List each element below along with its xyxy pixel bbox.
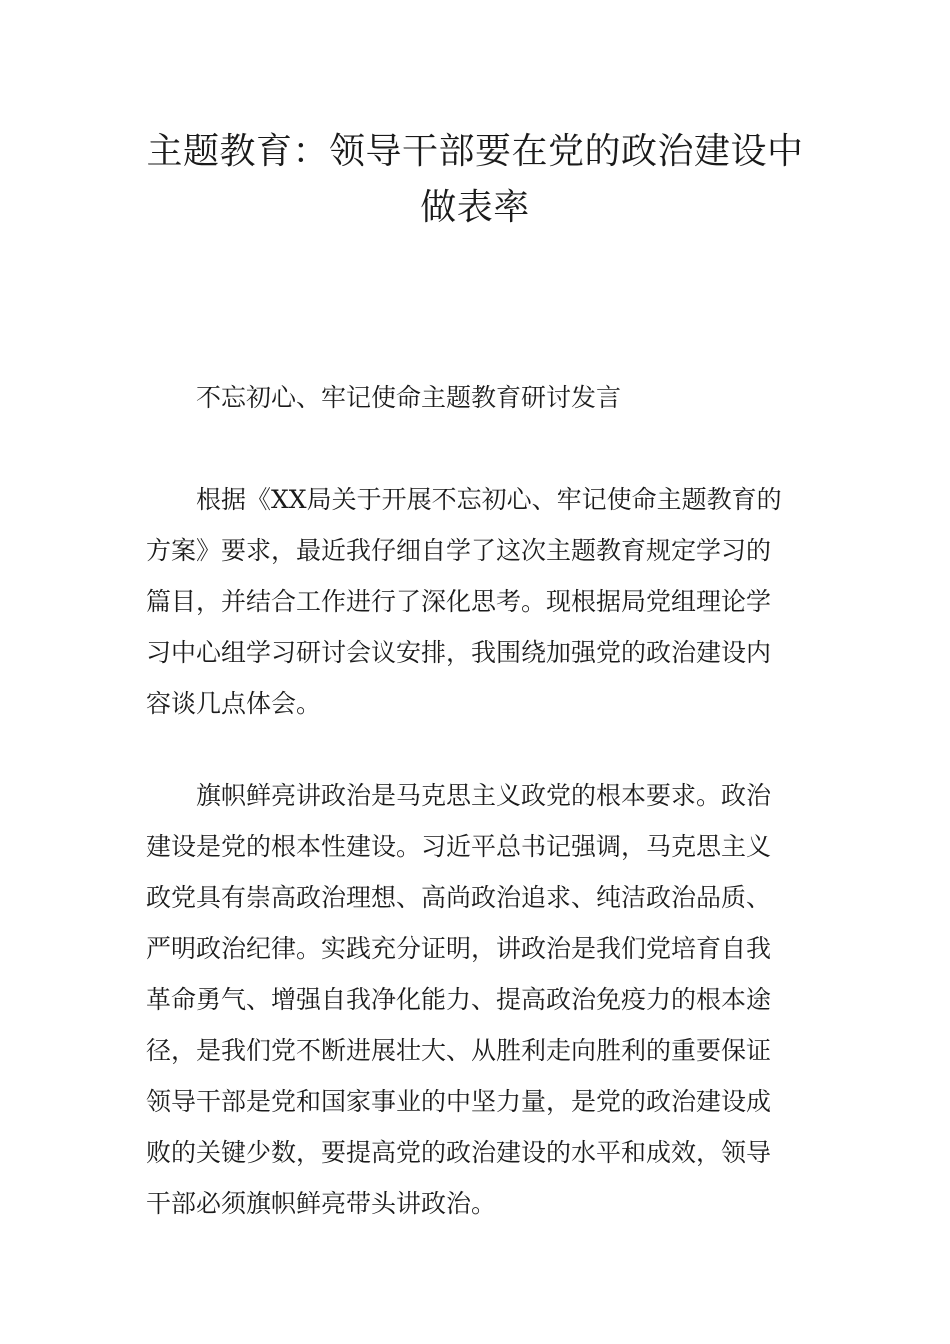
paragraph-line: 径，是我们党不断进展壮大、从胜利走向胜利的重要保证 bbox=[146, 1036, 772, 1065]
document-title bbox=[0, 124, 950, 236]
paragraph-line: 严明政治纪律。实践充分证明，讲政治是我们党培育自我 bbox=[146, 934, 772, 963]
title-line: 做表率 bbox=[420, 187, 530, 228]
paragraph-line: 方案》要求，最近我仔细自学了这次主题教育规定学习的 bbox=[146, 536, 772, 565]
paragraph-line: 旗帜鲜亮讲政治是马克思主义政党的根本要求。政治 bbox=[196, 781, 772, 810]
paragraph-line: 容谈几点体会。 bbox=[146, 689, 322, 718]
paragraph-line: 篇目，并结合工作进行了深化思考。现根据局党组理论学 bbox=[146, 587, 772, 616]
paragraph-line: 干部必须旗帜鲜亮带头讲政治。 bbox=[146, 1189, 497, 1218]
paragraph-line: 革命勇气、增强自我净化能力、提高政治免疫力的根本途 bbox=[146, 985, 772, 1014]
paragraph-line: 政党具有崇高政治理想、高尚政治追求、纯洁政治品质、 bbox=[146, 883, 772, 912]
document-subtitle: 不忘初心、牢记使命主题教育研讨发言 bbox=[196, 383, 622, 412]
body-paragraph bbox=[146, 770, 816, 1229]
paragraph-line: 败的关键少数，要提高党的政治建设的水平和成效，领导 bbox=[146, 1138, 772, 1167]
paragraph-line: 领导干部是党和国家事业的中坚力量，是党的政治建设成 bbox=[146, 1087, 772, 1116]
paragraph-line: 根据《XX局关于开展不忘初心、牢记使命主题教育的 bbox=[196, 485, 782, 514]
body-paragraph bbox=[146, 474, 816, 729]
title-line: 主题教育：领导干部要在党的政治建设中 bbox=[146, 131, 804, 172]
paragraph-line: 习中心组学习研讨会议安排，我围绕加强党的政治建设内 bbox=[146, 638, 772, 667]
paragraph-line: 建设是党的根本性建设。习近平总书记强调，马克思主义 bbox=[146, 832, 772, 861]
